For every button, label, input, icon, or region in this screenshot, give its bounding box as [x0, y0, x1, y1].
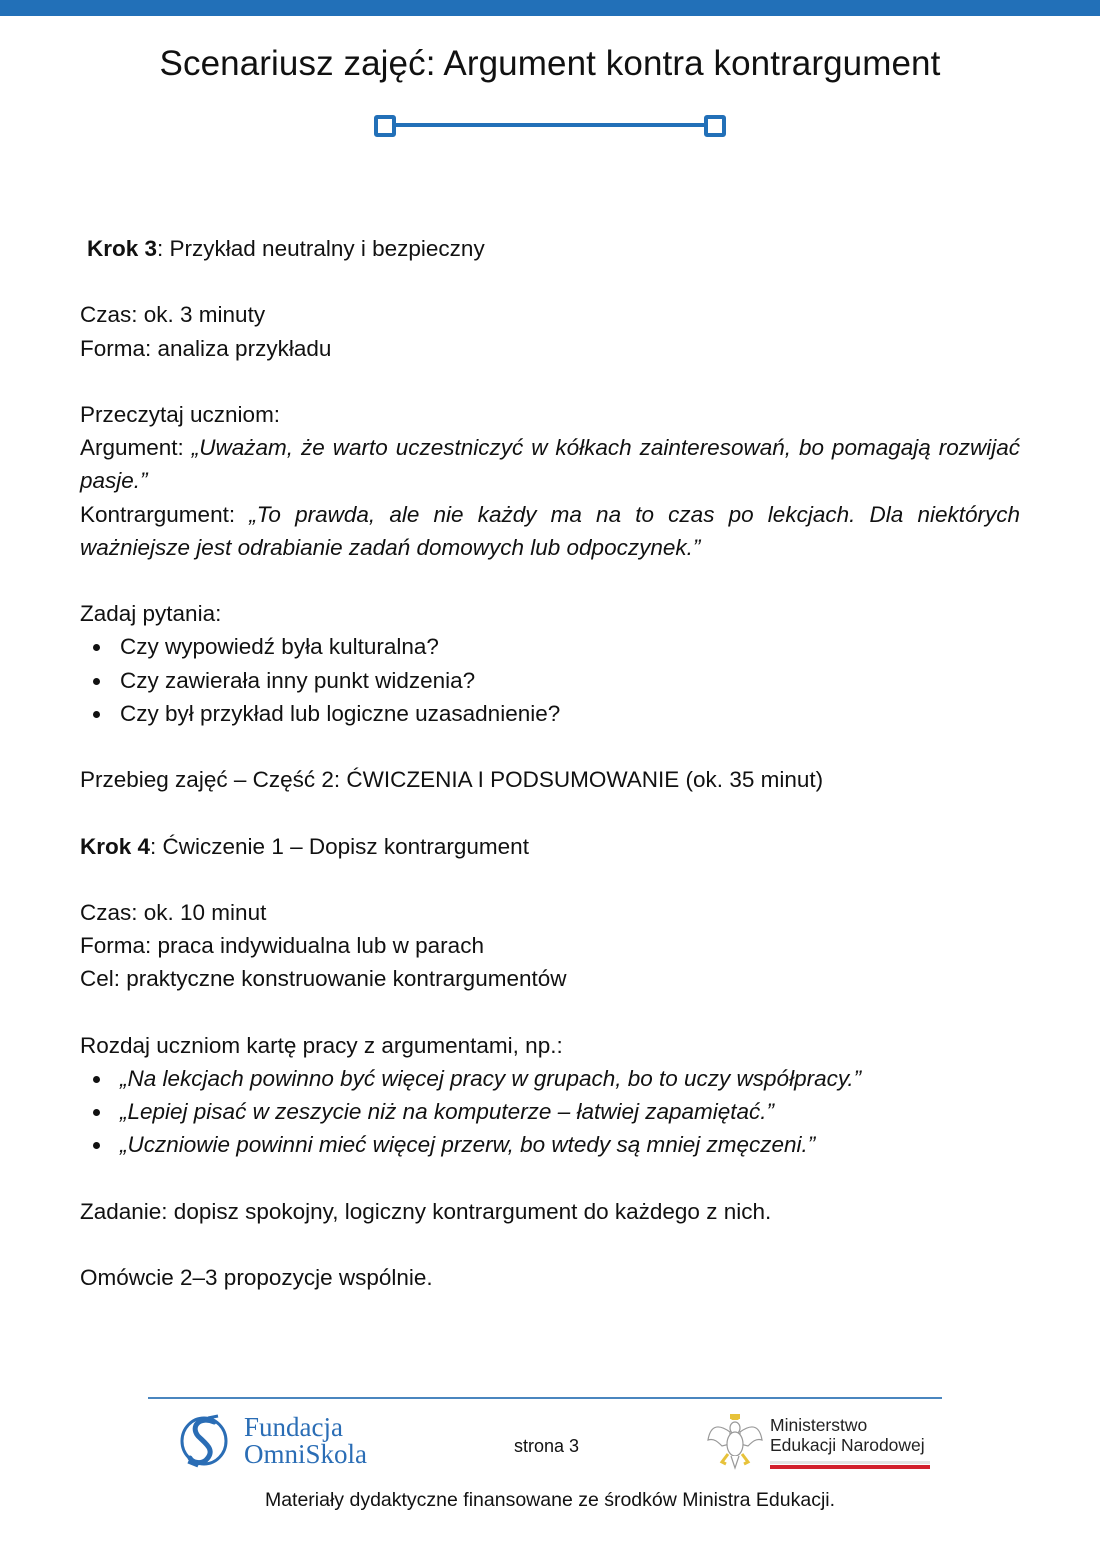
divider-square-icon	[374, 115, 396, 137]
title-divider	[374, 114, 726, 136]
list-item: Czy zawierała inny punkt widzenia?	[80, 664, 1020, 697]
questions-intro: Zadaj pytania:	[80, 601, 222, 627]
step3-form: Forma: analiza przykładu	[80, 335, 332, 361]
argument-example: Argument: „Uważam, że warto uczestniczyć w kółkach zainteresowań, bo pomagają rozwijać pasje.”	[80, 435, 1020, 494]
divider-square-icon	[704, 115, 726, 137]
step3-time: Czas: ok. 3 minuty	[80, 302, 266, 328]
step3-heading: Krok 3: Przykład neutralny i bezpieczny	[87, 236, 485, 261]
list-item: Czy był przykład lub logiczne uzasadnienie?	[80, 697, 1020, 730]
discuss-text: Omówcie 2–3 propozycje wspólnie.	[80, 1265, 433, 1291]
list-item: Czy wypowiedź była kulturalna?	[80, 630, 1020, 663]
top-accent-bar	[0, 0, 1100, 16]
page-number: strona 3	[514, 1436, 580, 1456]
part2-heading: Przebieg zajęć – Część 2: ĆWICZENIA I PODSUMOWANIE (ok. 35 minut)	[80, 767, 824, 793]
men-logo: Ministerstwo Edukacji Narodowej	[706, 1410, 946, 1474]
list-item: „Lepiej pisać w zeszycie niż na komputerze – łatwiej zapamiętać.”	[80, 1095, 1020, 1128]
omniskola-logo: Fundacja OmniSkola	[178, 1410, 388, 1472]
footer-divider	[148, 1397, 942, 1399]
step4-heading: Krok 4: Ćwiczenie 1 – Dopisz kontrargument	[80, 833, 529, 859]
step4-form: Forma: praca indywidualna lub w parach	[80, 933, 484, 959]
questions-list	[80, 630, 1020, 730]
document-title: Scenariusz zajęć: Argument kontra kontrargument	[159, 44, 941, 83]
list-item: „Uczniowie powinni mieć więcej przerw, bo wtedy są mniej zmęczeni.”	[80, 1128, 1020, 1161]
white-eagle-icon	[706, 1410, 764, 1472]
funding-note: Materiały dydaktyczne finansowane ze środków Ministra Edukacji.	[264, 1489, 836, 1511]
arguments-list	[80, 1062, 1020, 1162]
read-intro: Przeczytaj uczniom:	[80, 401, 281, 427]
step4-time: Czas: ok. 10 minut	[80, 899, 267, 925]
list-item: „Na lekcjach powinno być więcej pracy w grupach, bo to uczy współpracy.”	[80, 1062, 1020, 1095]
task-text: Zadanie: dopisz spokojny, logiczny kontrargument do każdego z nich.	[80, 1198, 772, 1224]
omniskola-s-icon	[178, 1412, 230, 1468]
step4-goal: Cel: praktyczne konstruowanie kontrargumentów	[80, 966, 567, 992]
document-body	[80, 232, 1020, 1294]
handout-intro: Rozdaj uczniom kartę pracy z argumentami, np.:	[80, 1032, 563, 1058]
counterargument-example: Kontrargument: „To prawda, ale nie każdy ma na to czas po lekcjach. Dla niektórych ważniejsze jest odrabianie zadań domowych lub odpoczynek.”	[80, 501, 1020, 560]
